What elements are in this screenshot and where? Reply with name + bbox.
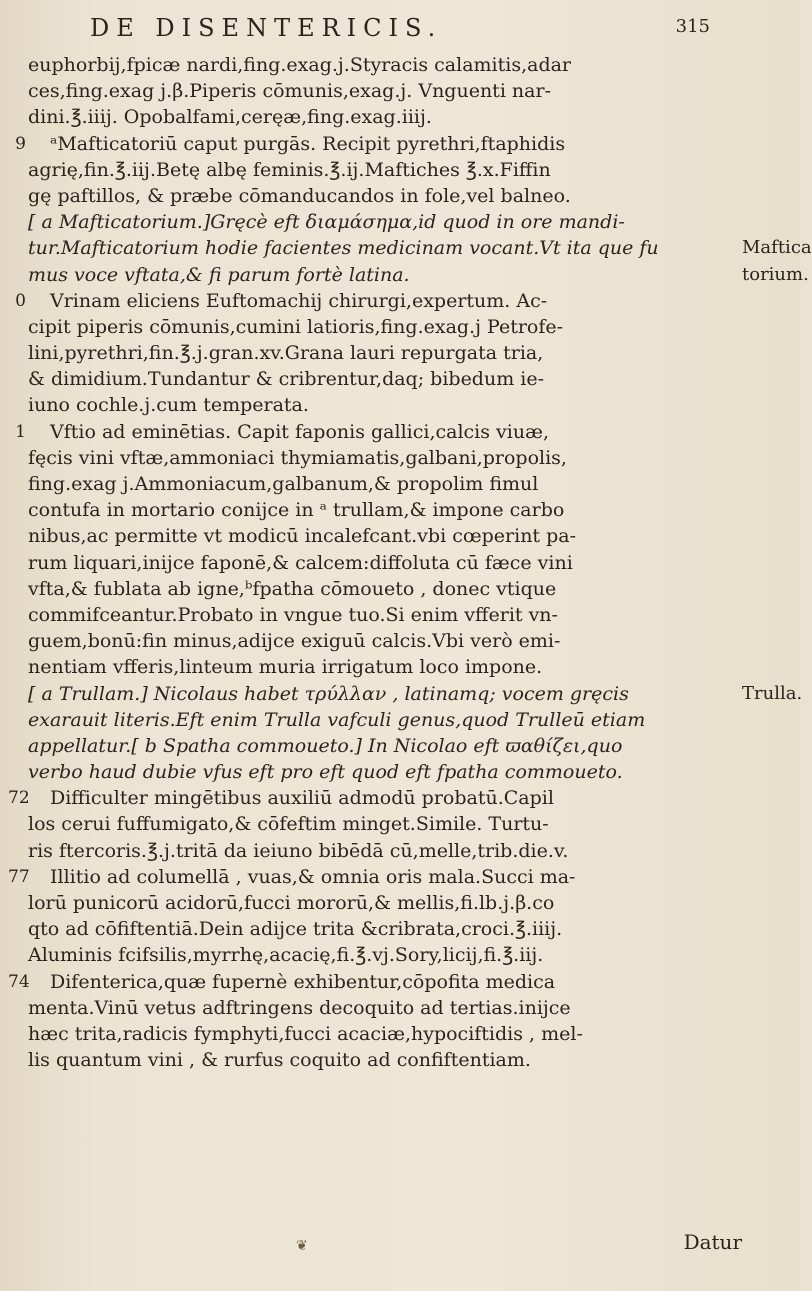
- margin-note: Trulla.: [742, 682, 803, 704]
- recipe-number: 9: [15, 133, 26, 154]
- text-line: [8, 864, 728, 890]
- text-line: [28, 78, 728, 104]
- line-text: lis quantum vini , & rurfus coquito ad confiftentiam.: [28, 1049, 531, 1072]
- text-line: [28, 1047, 728, 1073]
- text-line: [28, 1021, 728, 1047]
- text-line: [28, 471, 728, 497]
- catchword: Datur: [683, 1230, 742, 1254]
- text-line: [28, 942, 728, 968]
- text-line: [28, 445, 728, 471]
- running-title: DE DISENTERICIS.: [90, 14, 443, 42]
- text-line: [28, 235, 728, 261]
- text-line: [28, 523, 728, 549]
- text-line: [28, 628, 728, 654]
- line-text: [ a Mafticatorium.]Gręcè eft διαμάσημα,id quod in ore mandi-: [28, 211, 625, 234]
- page-number: 315: [675, 16, 710, 37]
- line-text: gę paftillos, & præbe cōmanducandos in fole,vel balneo.: [28, 184, 571, 207]
- line-text: [ a Trullam.] Nicolaus habet τρύλλαν , latinamq; vocem gręcis: [28, 682, 629, 705]
- text-line: [28, 733, 728, 759]
- text-line: [28, 366, 728, 392]
- running-header: [90, 14, 710, 54]
- line-text: appellatur.[ b Spatha commoueto.] In Nicolao eft ϖαθίζει,quo: [28, 734, 623, 757]
- line-text: & dimidium.Tundantur & cribrentur,daq; bibedum ie-: [28, 368, 545, 391]
- line-text: menta.Vinū vetus adftringens decoquito ad tertias.inijce: [28, 996, 571, 1019]
- line-text: nentiam vfferis,linteum muria irrigatum loco impone.: [28, 656, 543, 679]
- text-line: [28, 497, 728, 523]
- line-text: vfta,& fublata ab igne,ᵇfpatha cōmoueto , donec vtique: [28, 577, 557, 600]
- line-text: Difenterica,quæ fupernè exhibentur,cōpofita medica: [50, 970, 556, 993]
- text-line: [28, 392, 728, 418]
- text-line: [8, 969, 728, 995]
- line-text: ces,fing.exag j.β.Piperis cōmunis,exag.j. Vnguenti nar-: [28, 80, 552, 103]
- text-line: [28, 916, 728, 942]
- line-text: Vrinam eliciens Euftomachij chirurgi,expertum. Ac-: [50, 289, 548, 312]
- line-text: commifceantur.Probato in vngue tuo.Si enim vfferit vn-: [28, 603, 558, 626]
- line-text: iuno cochle.j.cum temperata.: [28, 394, 309, 417]
- text-line: [15, 288, 728, 314]
- text-line: [28, 681, 728, 707]
- line-text: qto ad cōfiftentiā.Dein adijce trita &cribrata,croci.℥.iiij.: [28, 918, 563, 941]
- text-line: [28, 602, 728, 628]
- text-line: [28, 654, 728, 680]
- line-text: Aluminis fcifsilis,myrrhę,acacię,fi.℥.vj.Sory,licij,fi.℥.iij.: [28, 944, 544, 967]
- line-text: verbo haud dubie vfus eft pro eft quod eft fpatha commoueto.: [28, 761, 623, 784]
- text-line: [28, 707, 728, 733]
- body-text: [8, 52, 728, 1073]
- recipe-number: 74: [8, 971, 30, 992]
- text-line: [28, 104, 728, 130]
- text-line: [28, 340, 728, 366]
- line-text: rum liquari,inijce faponē,& calcem:diffoluta cū fæce vini: [28, 551, 573, 574]
- line-text: cipit piperis cōmunis,cumini latioris,fing.exag.j Petrofe-: [28, 315, 564, 338]
- recipe-number: 1: [15, 421, 26, 442]
- text-line: [28, 576, 728, 602]
- text-line: [15, 131, 728, 157]
- text-line: [28, 209, 728, 235]
- line-text: ris ftercoris.℥.j.tritā da ieiuno bibēdā cū,melle,trib.die.v.: [28, 839, 569, 862]
- line-text: nibus,ac permitte vt modicū incalefcant.vbi cœperint pa-: [28, 525, 577, 548]
- line-text: Illitio ad columellā , vuas,& omnia oris mala.Succi ma-: [50, 865, 576, 888]
- line-text: Vftio ad eminētias. Capit faponis gallici,calcis viuæ,: [50, 420, 549, 443]
- margin-note: torium.: [742, 263, 809, 285]
- line-text: fęcis vini vftæ,ammoniaci thymiamatis,galbani,propolis,: [28, 446, 567, 469]
- line-text: dini.℥.iiij. Opobalfami,ceręæ,fing.exag.iiij.: [28, 106, 432, 129]
- text-line: [15, 419, 728, 445]
- line-text: lorū punicorū acidorū,fucci mororū,& mellis,fi.lb.j.β.co: [28, 892, 555, 914]
- margin-note: Maftica: [742, 237, 812, 259]
- recipe-number: 77: [8, 866, 30, 887]
- text-line: [28, 262, 728, 288]
- text-line: [28, 890, 728, 916]
- line-text: agrię,fin.℥.iij.Betę albę feminis.℥.ij.Maftiches ℥.x.Fiffin: [28, 158, 551, 181]
- text-line: [28, 838, 728, 864]
- line-text: fing.exag j.Ammoniacum,galbanum,& propolim fimul: [28, 473, 539, 495]
- text-line: [28, 157, 728, 183]
- line-text: Difficulter mingētibus auxiliū admodū probatū.Capil: [50, 787, 554, 810]
- ornament-mark: ❦: [296, 1238, 308, 1254]
- line-text: exarauit literis.Eft enim Trulla vafculi genus,quod Trulleū etiam: [28, 708, 646, 731]
- line-text: guem,bonū:fin minus,adijce exiguū calcis.Vbi verò emi-: [28, 630, 561, 653]
- text-line: [28, 995, 728, 1021]
- line-text: los cerui fuffumigato,& cōfeftim minget.Simile. Turtu-: [28, 813, 549, 836]
- text-line: [28, 811, 728, 837]
- line-text: contufa in mortario conijce in ᵃ trullam,& impone carbo: [28, 499, 565, 522]
- text-line: [28, 314, 728, 340]
- line-text: lini,pyrethri,fin.℥.j.gran.xv.Grana lauri repurgata tria,: [28, 342, 544, 365]
- line-text: tur.Mafticatorium hodie facientes medicinam vocant.Vt ita que fu: [28, 237, 659, 260]
- recipe-number: 0: [15, 290, 26, 311]
- line-text: ᵃMafticatoriū caput purgās. Recipit pyrethri,ftaphidis: [50, 132, 566, 155]
- recipe-number: 72: [8, 788, 30, 809]
- text-line: [28, 52, 728, 78]
- text-line: [28, 759, 728, 785]
- line-text: mus voce vftata,& fi parum fortè latina.: [28, 263, 410, 286]
- text-line: [8, 785, 728, 811]
- text-line: [28, 183, 728, 209]
- line-text: hæc trita,radicis fymphyti,fucci acaciæ,hypociftidis , mel-: [28, 1022, 583, 1045]
- line-text: euphorbij,fpicæ nardi,fing.exag.j.Styracis calamitis,adar: [28, 54, 572, 76]
- page-footer: [0, 1230, 800, 1260]
- text-line: [28, 550, 728, 576]
